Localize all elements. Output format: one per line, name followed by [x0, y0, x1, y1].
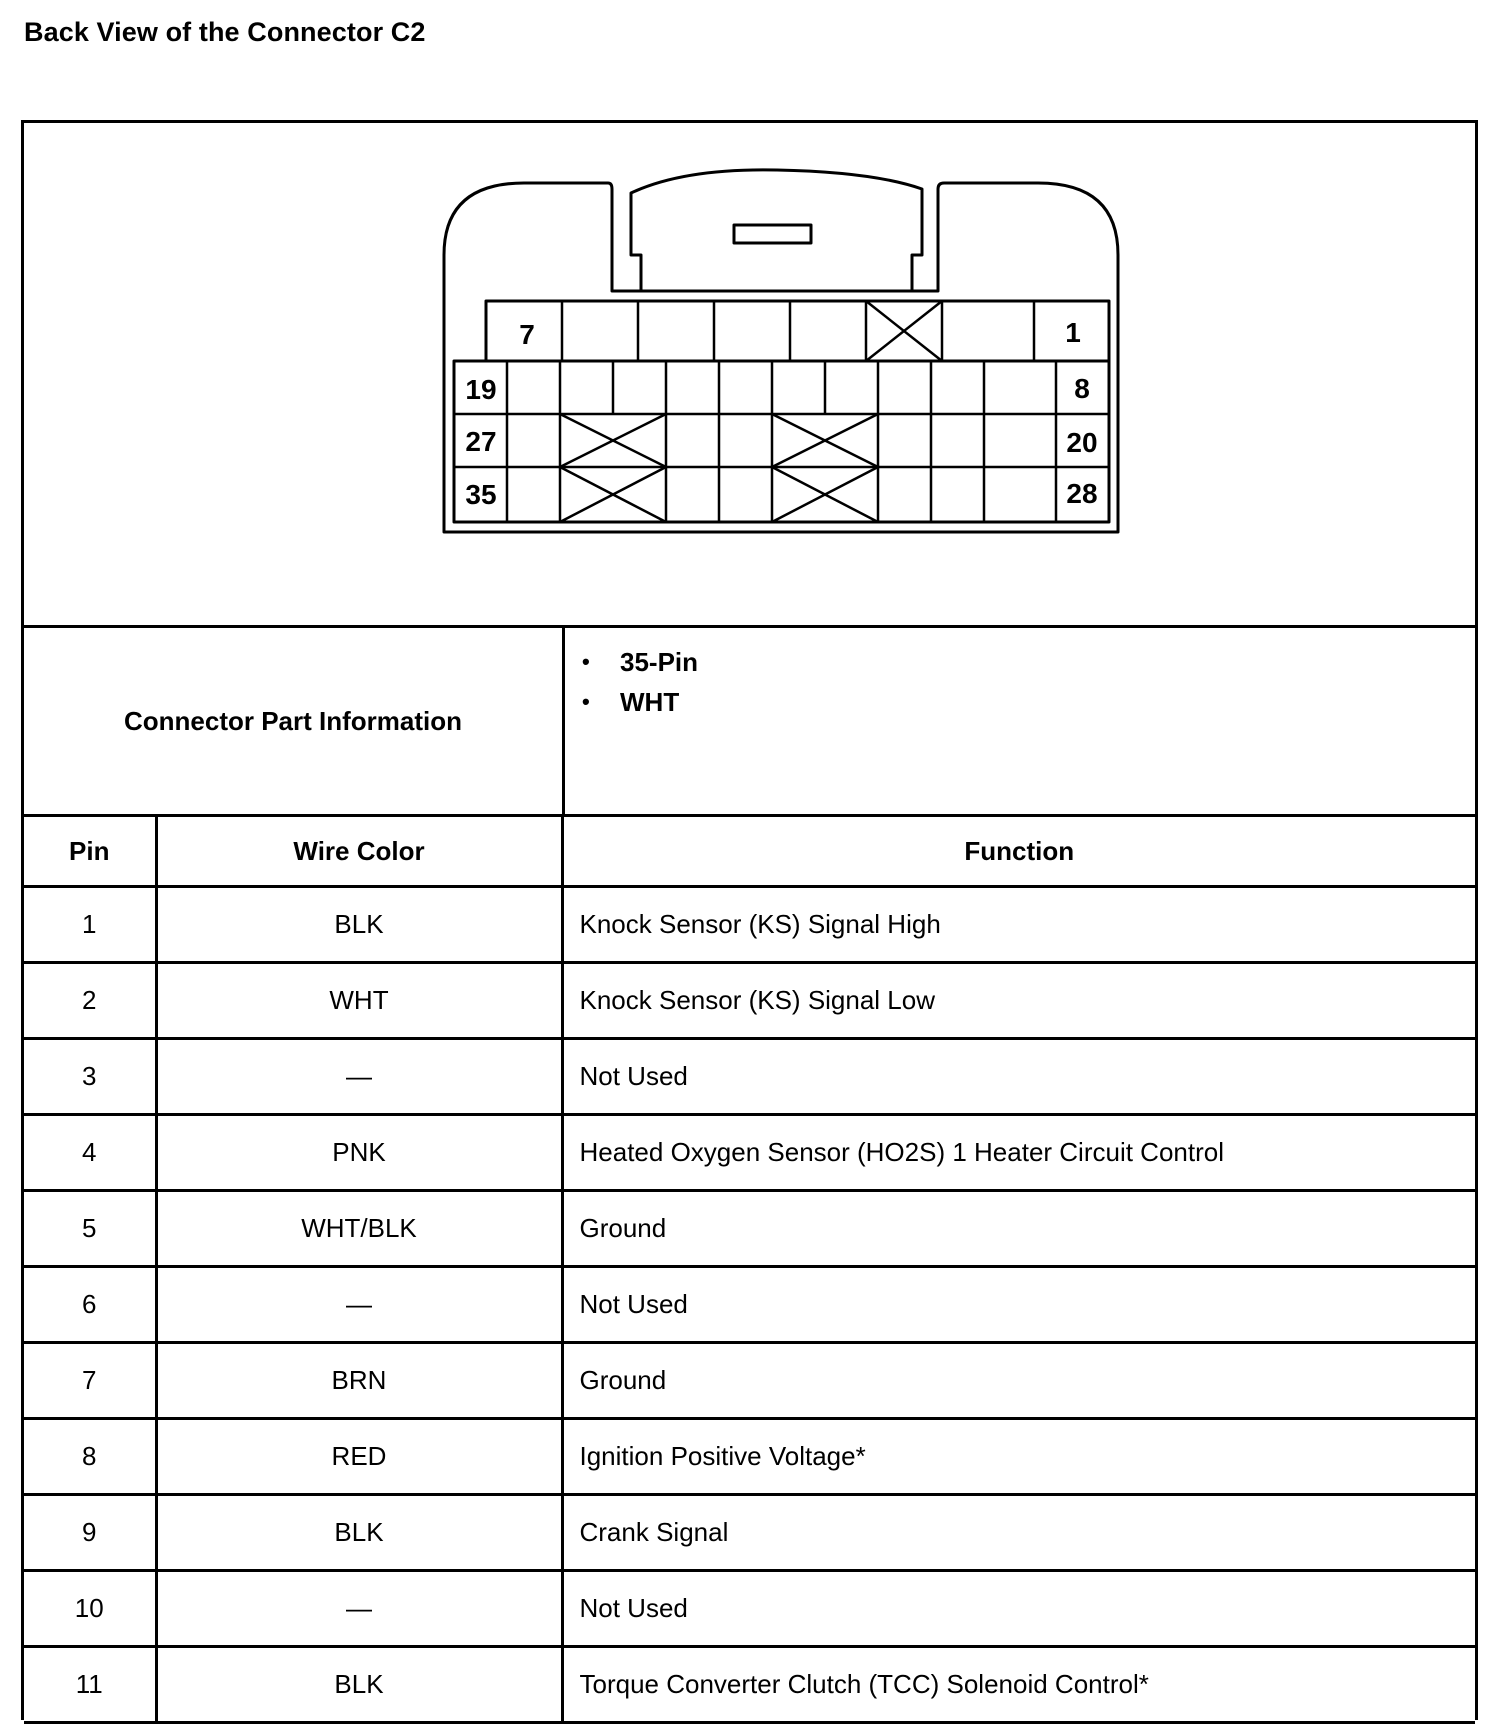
- pin-cell: 2: [24, 963, 156, 1039]
- pin-label-28: 28: [1066, 478, 1098, 509]
- part-info-item-text: WHT: [620, 687, 680, 717]
- pin-label-35: 35: [465, 479, 497, 510]
- connector-diagram: [24, 123, 1475, 625]
- pin-cell: 5: [24, 1191, 156, 1267]
- pin-cell: 7: [24, 1343, 156, 1419]
- part-info-label: Connector Part Information: [24, 628, 565, 814]
- pin-cell: 4: [24, 1115, 156, 1191]
- part-info-item-text: 35-Pin: [620, 647, 699, 677]
- table-row: [24, 1571, 1475, 1647]
- pin-label-7: 7: [519, 319, 535, 350]
- function-cell: Not Used: [562, 1571, 1475, 1647]
- pin-label-19: 19: [465, 374, 497, 405]
- table-row: [24, 1115, 1475, 1191]
- function-cell: Knock Sensor (KS) Signal Low: [562, 963, 1475, 1039]
- wire-color-cell: —: [156, 1571, 562, 1647]
- pin-label-27: 27: [465, 426, 497, 457]
- function-cell: Heated Oxygen Sensor (HO2S) 1 Heater Circuit Control: [562, 1115, 1475, 1191]
- wire-color-cell: —: [156, 1039, 562, 1115]
- table-row: [24, 1419, 1475, 1495]
- pin-cell: 11: [24, 1647, 156, 1723]
- table-row: [24, 1343, 1475, 1419]
- connector-document: [21, 120, 1478, 1720]
- wire-color-cell: WHT: [156, 963, 562, 1039]
- table-row: [24, 1495, 1475, 1571]
- table-row: [24, 1647, 1475, 1723]
- table-row: [24, 963, 1475, 1039]
- wire-color-cell: BLK: [156, 887, 562, 963]
- function-cell: Ignition Positive Voltage*: [562, 1419, 1475, 1495]
- wire-color-cell: RED: [156, 1419, 562, 1495]
- function-cell: Ground: [562, 1191, 1475, 1267]
- function-cell: Ground: [562, 1343, 1475, 1419]
- connector-part-information: [24, 628, 1475, 817]
- header-function: Function: [562, 817, 1475, 887]
- pin-cell: 1: [24, 887, 156, 963]
- function-cell: Not Used: [562, 1267, 1475, 1343]
- wire-color-cell: BRN: [156, 1343, 562, 1419]
- part-info-item: [582, 642, 698, 682]
- part-info-item: [582, 682, 698, 722]
- function-cell: Knock Sensor (KS) Signal High: [562, 887, 1475, 963]
- pin-cell: 6: [24, 1267, 156, 1343]
- table-row: [24, 1267, 1475, 1343]
- connector-housing-outline: [444, 183, 1118, 532]
- part-info-list: [582, 642, 698, 722]
- wire-color-cell: WHT/BLK: [156, 1191, 562, 1267]
- connector-diagram-section: [24, 123, 1475, 628]
- header-pin: Pin: [24, 817, 156, 887]
- bullet: •: [582, 689, 590, 714]
- table-row: [24, 887, 1475, 963]
- pin-cell: 8: [24, 1419, 156, 1495]
- pin-label-8: 8: [1074, 373, 1090, 404]
- latch-slot: [734, 225, 811, 243]
- pin-row-top: [486, 301, 1109, 361]
- connector-latch-tab: [631, 170, 922, 291]
- table-row: [24, 1191, 1475, 1267]
- pin-label-20: 20: [1066, 427, 1098, 458]
- wire-color-cell: BLK: [156, 1647, 562, 1723]
- wire-color-cell: BLK: [156, 1495, 562, 1571]
- table-row: [24, 1039, 1475, 1115]
- wire-color-cell: PNK: [156, 1115, 562, 1191]
- page-title: Back View of the Connector C2: [24, 17, 426, 47]
- function-cell: Torque Converter Clutch (TCC) Solenoid Control*: [562, 1647, 1475, 1723]
- pin-cell: 10: [24, 1571, 156, 1647]
- pin-cell: 9: [24, 1495, 156, 1571]
- pin-label-1: 1: [1065, 317, 1081, 348]
- pin-table: [24, 817, 1475, 1724]
- function-cell: Not Used: [562, 1039, 1475, 1115]
- header-wire-color: Wire Color: [156, 817, 562, 887]
- pin-cell: 3: [24, 1039, 156, 1115]
- bullet: •: [582, 649, 590, 674]
- wire-color-cell: —: [156, 1267, 562, 1343]
- table-header-row: [24, 817, 1475, 887]
- pin-block-lower: [454, 361, 1109, 522]
- function-cell: Crank Signal: [562, 1495, 1475, 1571]
